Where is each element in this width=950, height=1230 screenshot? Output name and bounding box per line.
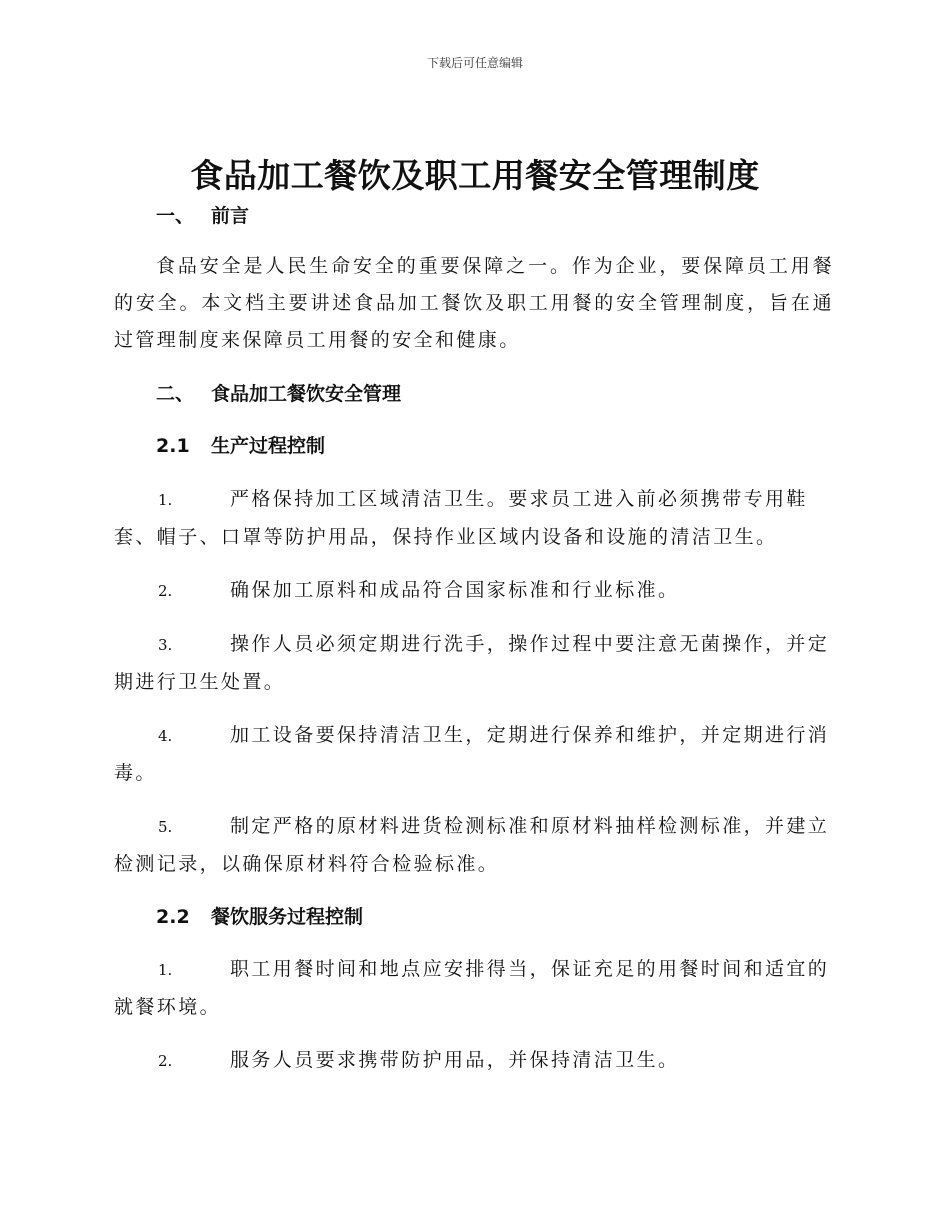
list-item-text: 服务人员要求携带防护用品，并保持清洁卫生。: [230, 1049, 680, 1071]
section-number: 二、: [156, 383, 195, 405]
list-item-number: 1.: [158, 491, 173, 509]
list-item-text: 加工设备要保持清洁卫生，定期进行保养和维护，并定期进行消毒。: [114, 724, 830, 784]
subsection-heading-2-1: [114, 432, 834, 460]
preface-paragraph: 食品安全是人民生命安全的重要保障之一。作为企业，要保障员工用餐的安全。本文档主要讲述食品加工餐饮及职工用餐的安全管理制度，旨在通过管理制度来保障员工用餐的安全和健康。: [114, 255, 834, 351]
list-item-number: 1.: [158, 961, 173, 979]
section-title: 前言: [211, 205, 250, 227]
list-item-number: 4.: [158, 727, 173, 745]
subsection-title: 生产过程控制: [211, 435, 326, 457]
list-item: [114, 808, 834, 883]
list-item: [114, 626, 834, 701]
section-number: 一、: [156, 205, 195, 227]
list-item: [114, 1042, 834, 1080]
list-item: [114, 951, 834, 1026]
list-item-text: 确保加工原料和成品符合国家标准和行业标准。: [230, 579, 680, 601]
list-item-number: 2.: [158, 582, 173, 600]
list-item-text: 严格保持加工区域清洁卫生。要求员工进入前必须携带专用鞋套、帽子、口罩等防护用品，保持作业区域内设备和设施的清洁卫生。: [114, 488, 808, 548]
list-item: [114, 717, 834, 792]
subsection-number: 2.2: [156, 906, 190, 928]
list-item-text: 职工用餐时间和地点应安排得当，保证充足的用餐时间和适宜的就餐环境。: [114, 958, 830, 1018]
document-title: 食品加工餐饮及职工用餐安全管理制度: [190, 156, 760, 195]
list-item-number: 3.: [158, 636, 173, 654]
preface-paragraph-block: [114, 248, 834, 359]
list-item: [114, 572, 834, 610]
list-item-text: 制定严格的原材料进货检测标准和原材料抽样检测标准，并建立检测记录，以确保原材料符合检验标准。: [114, 815, 830, 875]
list-item-text: 操作人员必须定期进行洗手，操作过程中要注意无菌操作，并定期进行卫生处置。: [114, 633, 830, 693]
subsection-heading-2-2: [114, 903, 834, 931]
list-item-number: 2.: [158, 1052, 173, 1070]
subsection-title: 餐饮服务过程控制: [211, 906, 364, 928]
section-heading-food-safety: [114, 380, 834, 408]
subsection-number: 2.1: [156, 435, 190, 457]
list-item: [114, 481, 834, 556]
section-heading-preface: [114, 202, 834, 230]
page-header-note: 下载后可任意编辑: [426, 56, 523, 70]
section-title: 食品加工餐饮安全管理: [211, 383, 402, 405]
list-item-number: 5.: [158, 818, 173, 836]
